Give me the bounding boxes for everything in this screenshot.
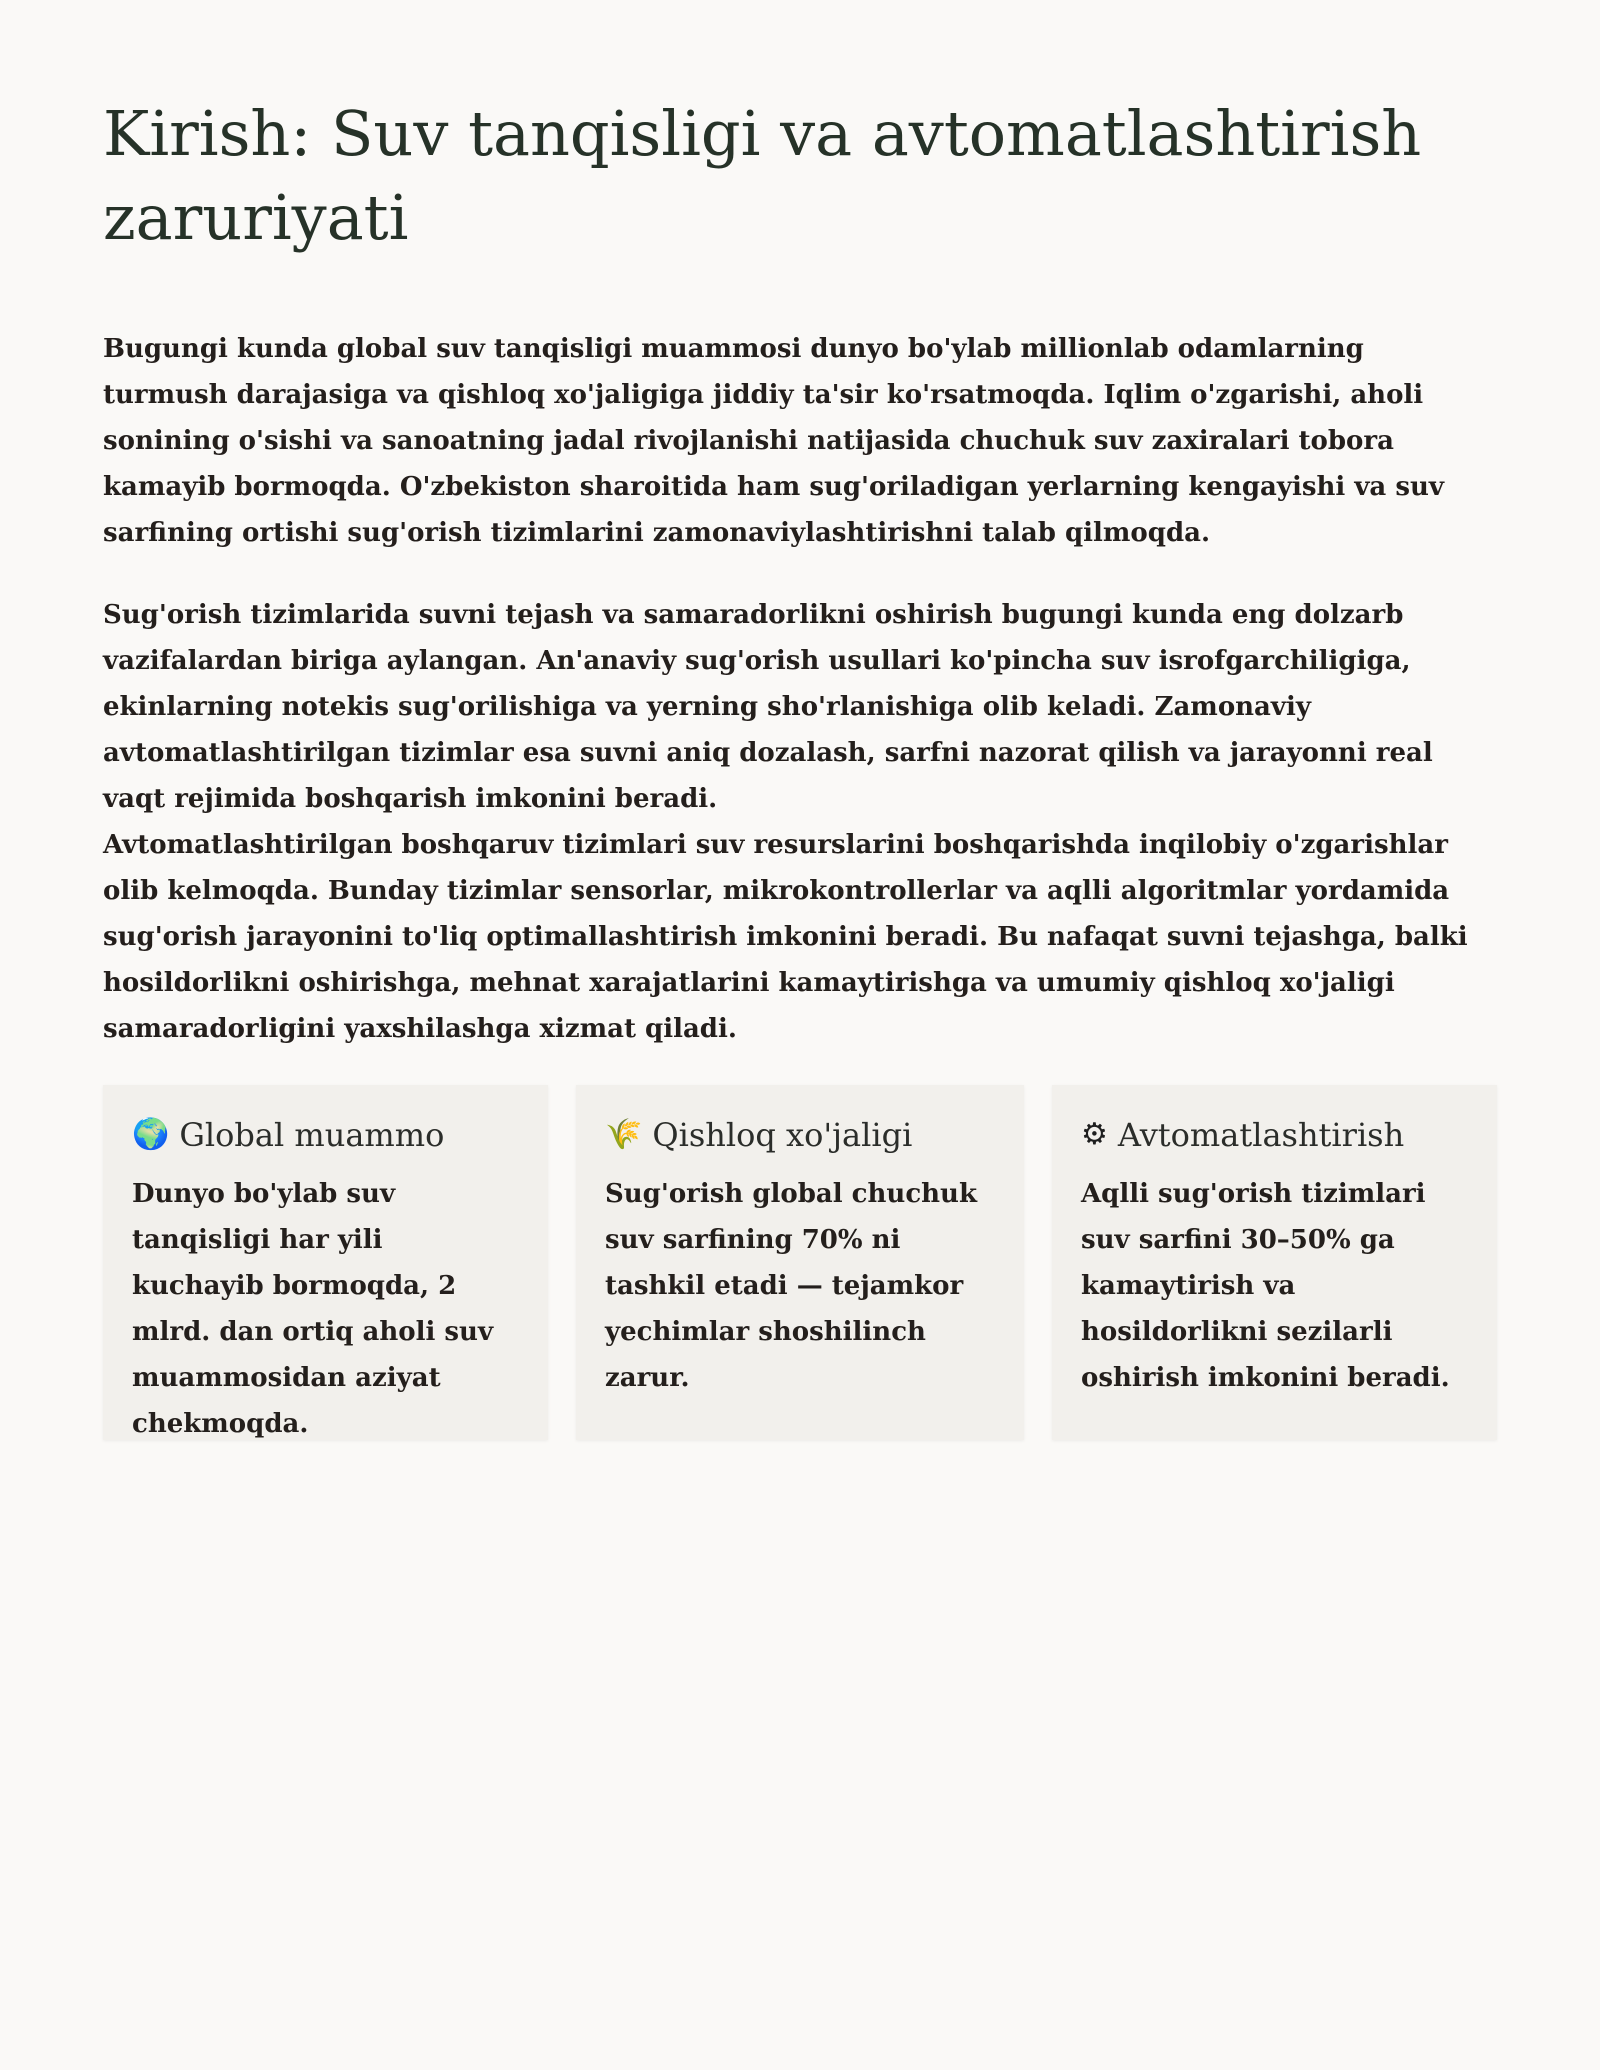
card-text: Dunyo bo'ylab suv tanqisligi har yili kuchayib bormoqda, 2 mlrd. dan ortiq aholi suv muammosidan aziyat chekmoqda.	[132, 1179, 494, 1439]
globe-icon: 🌍	[132, 1117, 170, 1152]
card-title	[605, 1113, 995, 1157]
card-automation	[1052, 1085, 1497, 1440]
wheat-icon: 🌾	[605, 1117, 643, 1152]
card-title	[132, 1113, 519, 1157]
card-text: Sug'orish global chuchuk suv sarfining 70% ni tashkil etadi — tejamkor yechimlar shoshilinch zarur.	[605, 1179, 977, 1393]
page-title: Kirish: Suv tanqisligi va avtomatlashtirish zaruriyati	[103, 97, 1422, 254]
gear-icon: ⚙	[1081, 1117, 1108, 1152]
card-text: Aqlli sug'orish tizimlari suv sarfini 30–50% ga kamaytirish va hosildorlikni sezilarli oshirish imkonini beradi.	[1081, 1179, 1450, 1393]
document-page	[103, 0, 1497, 1440]
irrigation-paragraph: Sug'orish tizimlarida suvni tejash va samaradorlikni oshirish bugungi kunda eng dolzarb vazifalardan biriga aylangan. An'anaviy sug'orish usullari ko'pincha suv isrofgarchiligiga, ekinlarning notekis sug'orilishiga va yerning sho'rlanishiga olib keladi. Zamonaviy avtomatlashtirilgan tizimlar esa suvni aniq dozalash, sarfni nazorat qilish va jarayonni real vaqt rejimida boshqarish imkonini beradi.	[103, 600, 1433, 814]
info-cards	[103, 1085, 1497, 1440]
intro-paragraph: Bugungi kunda global suv tanqisligi muammosi dunyo bo'ylab millionlab odamlarning turmush darajasiga va qishloq xo'jaligiga jiddiy ta'sir ko'rsatmoqda. Iqlim o'zgarishi, aholi sonining o'sishi va sanoatning jadal rivojlanishi natijasida chuchuk suv zaxiralari tobora kamayib bormoqda. O'zbekiston sharoitida ham sug'oriladigan yerlarning kengayishi va suv sarfining ortishi sug'orish tizimlarini zamonaviylashtirishni talab qilmoqda.	[103, 334, 1444, 548]
card-title-label: Avtomatlashtirish	[1117, 1116, 1405, 1154]
card-title-label: Qishloq xo'jaligi	[652, 1116, 913, 1154]
card-agriculture	[576, 1085, 1024, 1440]
card-title	[1081, 1113, 1468, 1157]
card-global-problem	[103, 1085, 548, 1440]
automation-paragraph: Avtomatlashtirilgan boshqaruv tizimlari suv resurslarini boshqarishda inqilobiy o'zgarishlar olib kelmoqda. Bunday tizimlar sensorlar, mikrokontrollerlar va aqlli algoritmlar yordamida sug'orish jarayonini to'liq optimallashtirish imkonini beradi. Bu nafaqat suvni tejashga, balki hosildorlikni oshirishga, mehnat xarajatlarini kamaytirishga va umumiy qishloq xo'jaligi samaradorligini yaxshilashga xizmat qiladi.	[103, 830, 1468, 1044]
card-title-label: Global muammo	[179, 1116, 445, 1154]
